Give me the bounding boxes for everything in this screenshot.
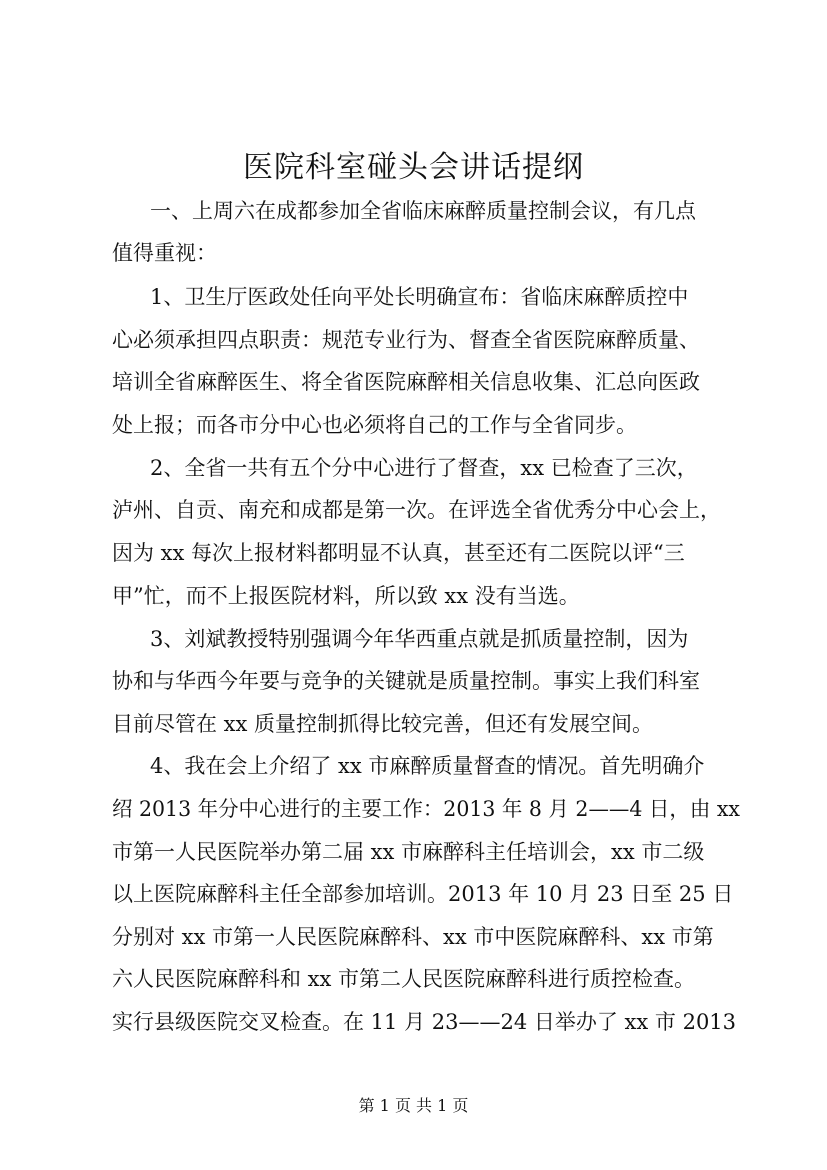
body-line: 3、刘斌教授特别强调今年华西重点就是抓质量控制，因为 <box>150 627 689 651</box>
body-line: 甲”忙，而不上报医院材料，所以致 xx 没有当选。 <box>112 584 580 608</box>
body-line: 4、我在会上介绍了 xx 市麻醉质量督查的情况。首先明确介 <box>150 754 705 778</box>
body-line: 因为 xx 每次上报材料都明显不认真，甚至还有二医院以评“三 <box>112 541 685 565</box>
page-footer: 第 1 页 共 1 页 <box>358 1096 469 1115</box>
body-line: 2、全省一共有五个分中心进行了督查，xx 已检查了三次， <box>150 456 698 480</box>
body-line: 六人民医院麻醉科和 xx 市第二人民医院麻醉科进行质控检查。 <box>112 967 696 991</box>
body-line: 泸州、自贡、南充和成都是第一次。在评选全省优秀分中心会上， <box>112 498 721 522</box>
body-line: 协和与华西今年要与竞争的关键就是质量控制。事实上我们科室 <box>112 669 700 693</box>
body-line: 市第一人民医院举办第二届 xx 市麻醉科主任培训会，xx 市二级 <box>112 840 705 864</box>
body-line: 培训全省麻醉医生、将全省医院麻醉相关信息收集、汇总向医政 <box>112 370 700 394</box>
body-line: 一、上周六在成都参加全省临床麻醉质量控制会议，有几点 <box>150 199 696 223</box>
body-line: 目前尽管在 xx 质量控制抓得比较完善，但还有发展空间。 <box>112 712 654 736</box>
body-line: 心必须承担四点职责：规范专业行为、督查全省医院麻醉质量、 <box>112 328 700 352</box>
body-line: 绍 2013 年分中心进行的主要工作：2013 年 8 月 2——4 日，由 xx <box>112 797 740 821</box>
body-line: 处上报；而各市分中心也必须将自己的工作与全省同步。 <box>112 413 637 437</box>
body-line: 分别对 xx 市第一人民医院麻醉科、xx 市中医院麻醉科、xx 市第 <box>112 925 714 949</box>
body-line: 值得重视： <box>112 241 217 265</box>
document-title: 医院科室碰头会讲话提纲 <box>243 150 584 185</box>
body-line: 1、卫生厅医政处任向平处长明确宣布：省临床麻醉质控中 <box>150 285 689 309</box>
body-line: 以上医院麻醉科主任全部参加培训。2013 年 10 月 23 日至 25 日 <box>112 882 734 906</box>
body-line: 实行县级医院交叉检查。在 11 月 23——24 日举办了 xx 市 2013 <box>112 1010 737 1034</box>
